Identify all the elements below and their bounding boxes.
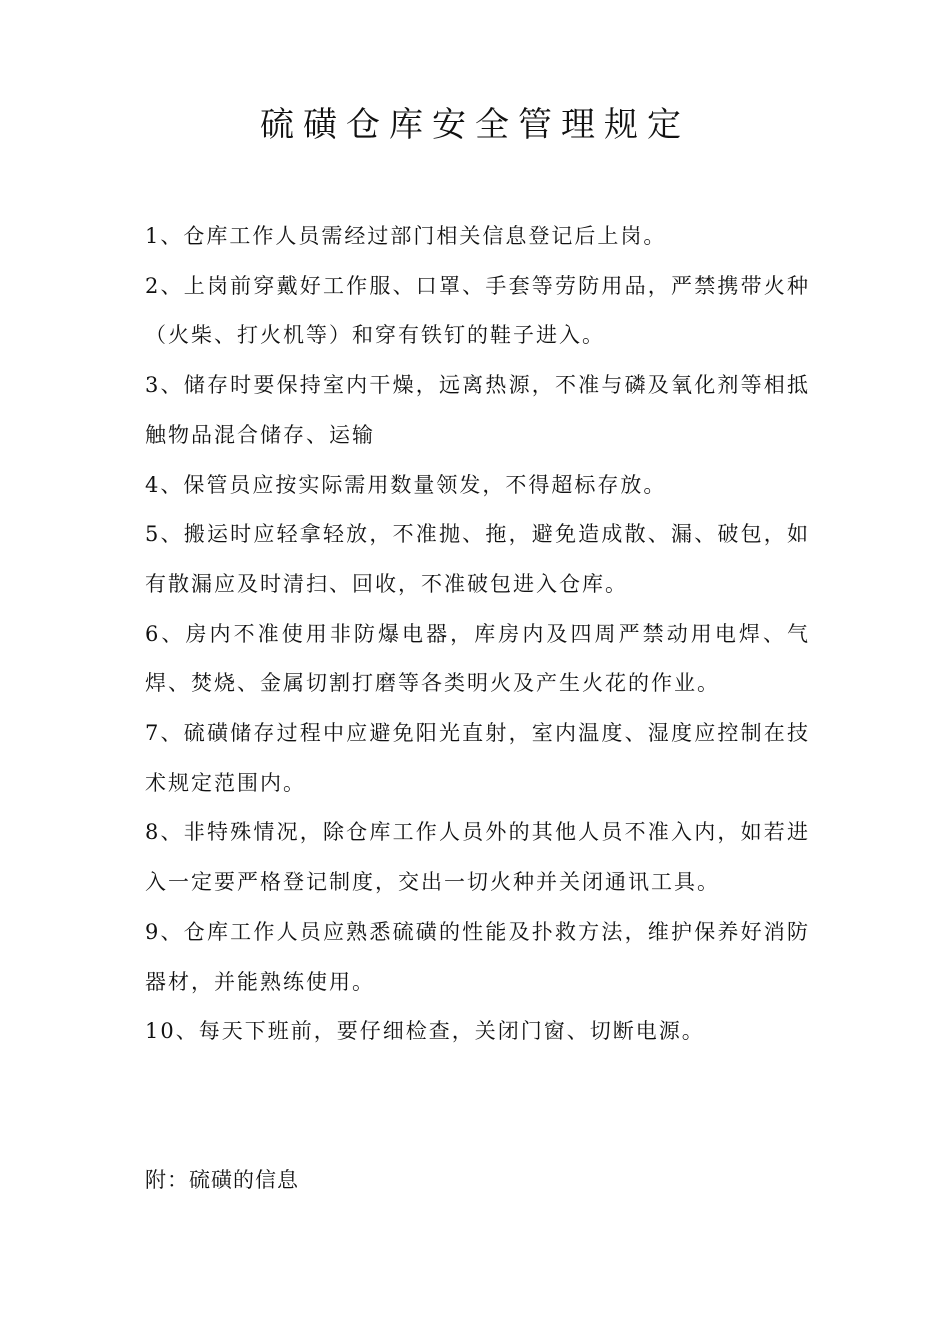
- rule-item-2: 2、上岗前穿戴好工作服、口罩、手套等劳防用品，严禁携带火种（火柴、打火机等）和穿有铁钉的鞋子进入。: [145, 273, 810, 348]
- rule-item-1: 1、仓库工作人员需经过部门相关信息登记后上岗。: [145, 224, 667, 248]
- rule-item-7: 7、硫磺储存过程中应避免阳光直射，室内温度、湿度应控制在技术规定范围内。: [145, 721, 810, 795]
- rule-item-3: 3、储存时要保持室内干燥，远离热源，不准与磷及氧化剂等相抵触物品混合储存、运输: [145, 373, 810, 447]
- rule-item-6: 6、房内不准使用非防爆电器，库房内及四周严禁动用电焊、气焊、焚烧、金属切割打磨等各类明火及产生火花的作业。: [145, 621, 810, 696]
- rule-item-8: 8、非特殊情况，除仓库工作人员外的其他人员不准入内，如若进入一定要严格登记制度，交出一切火种并关闭通讯工具。: [145, 820, 810, 895]
- rules-list: [145, 212, 810, 1057]
- document-title: 硫磺仓库安全管理规定: [260, 105, 690, 145]
- rule-item-9: 9、仓库工作人员应熟悉硫磺的性能及扑救方法，维护保养好消防器材，并能熟练使用。: [145, 919, 810, 994]
- rule-item-10: 10、每天下班前，要仔细检查，关闭门窗、切断电源。: [145, 1019, 705, 1044]
- appendix-note: 附：硫磺的信息: [145, 1168, 299, 1192]
- rule-item-5: 5、搬运时应轻拿轻放，不准抛、拖，避免造成散、漏、破包，如有散漏应及时清扫、回收，不准破包进入仓库。: [145, 522, 810, 596]
- rule-item-4: 4、保管员应按实际需用数量领发，不得超标存放。: [145, 472, 667, 497]
